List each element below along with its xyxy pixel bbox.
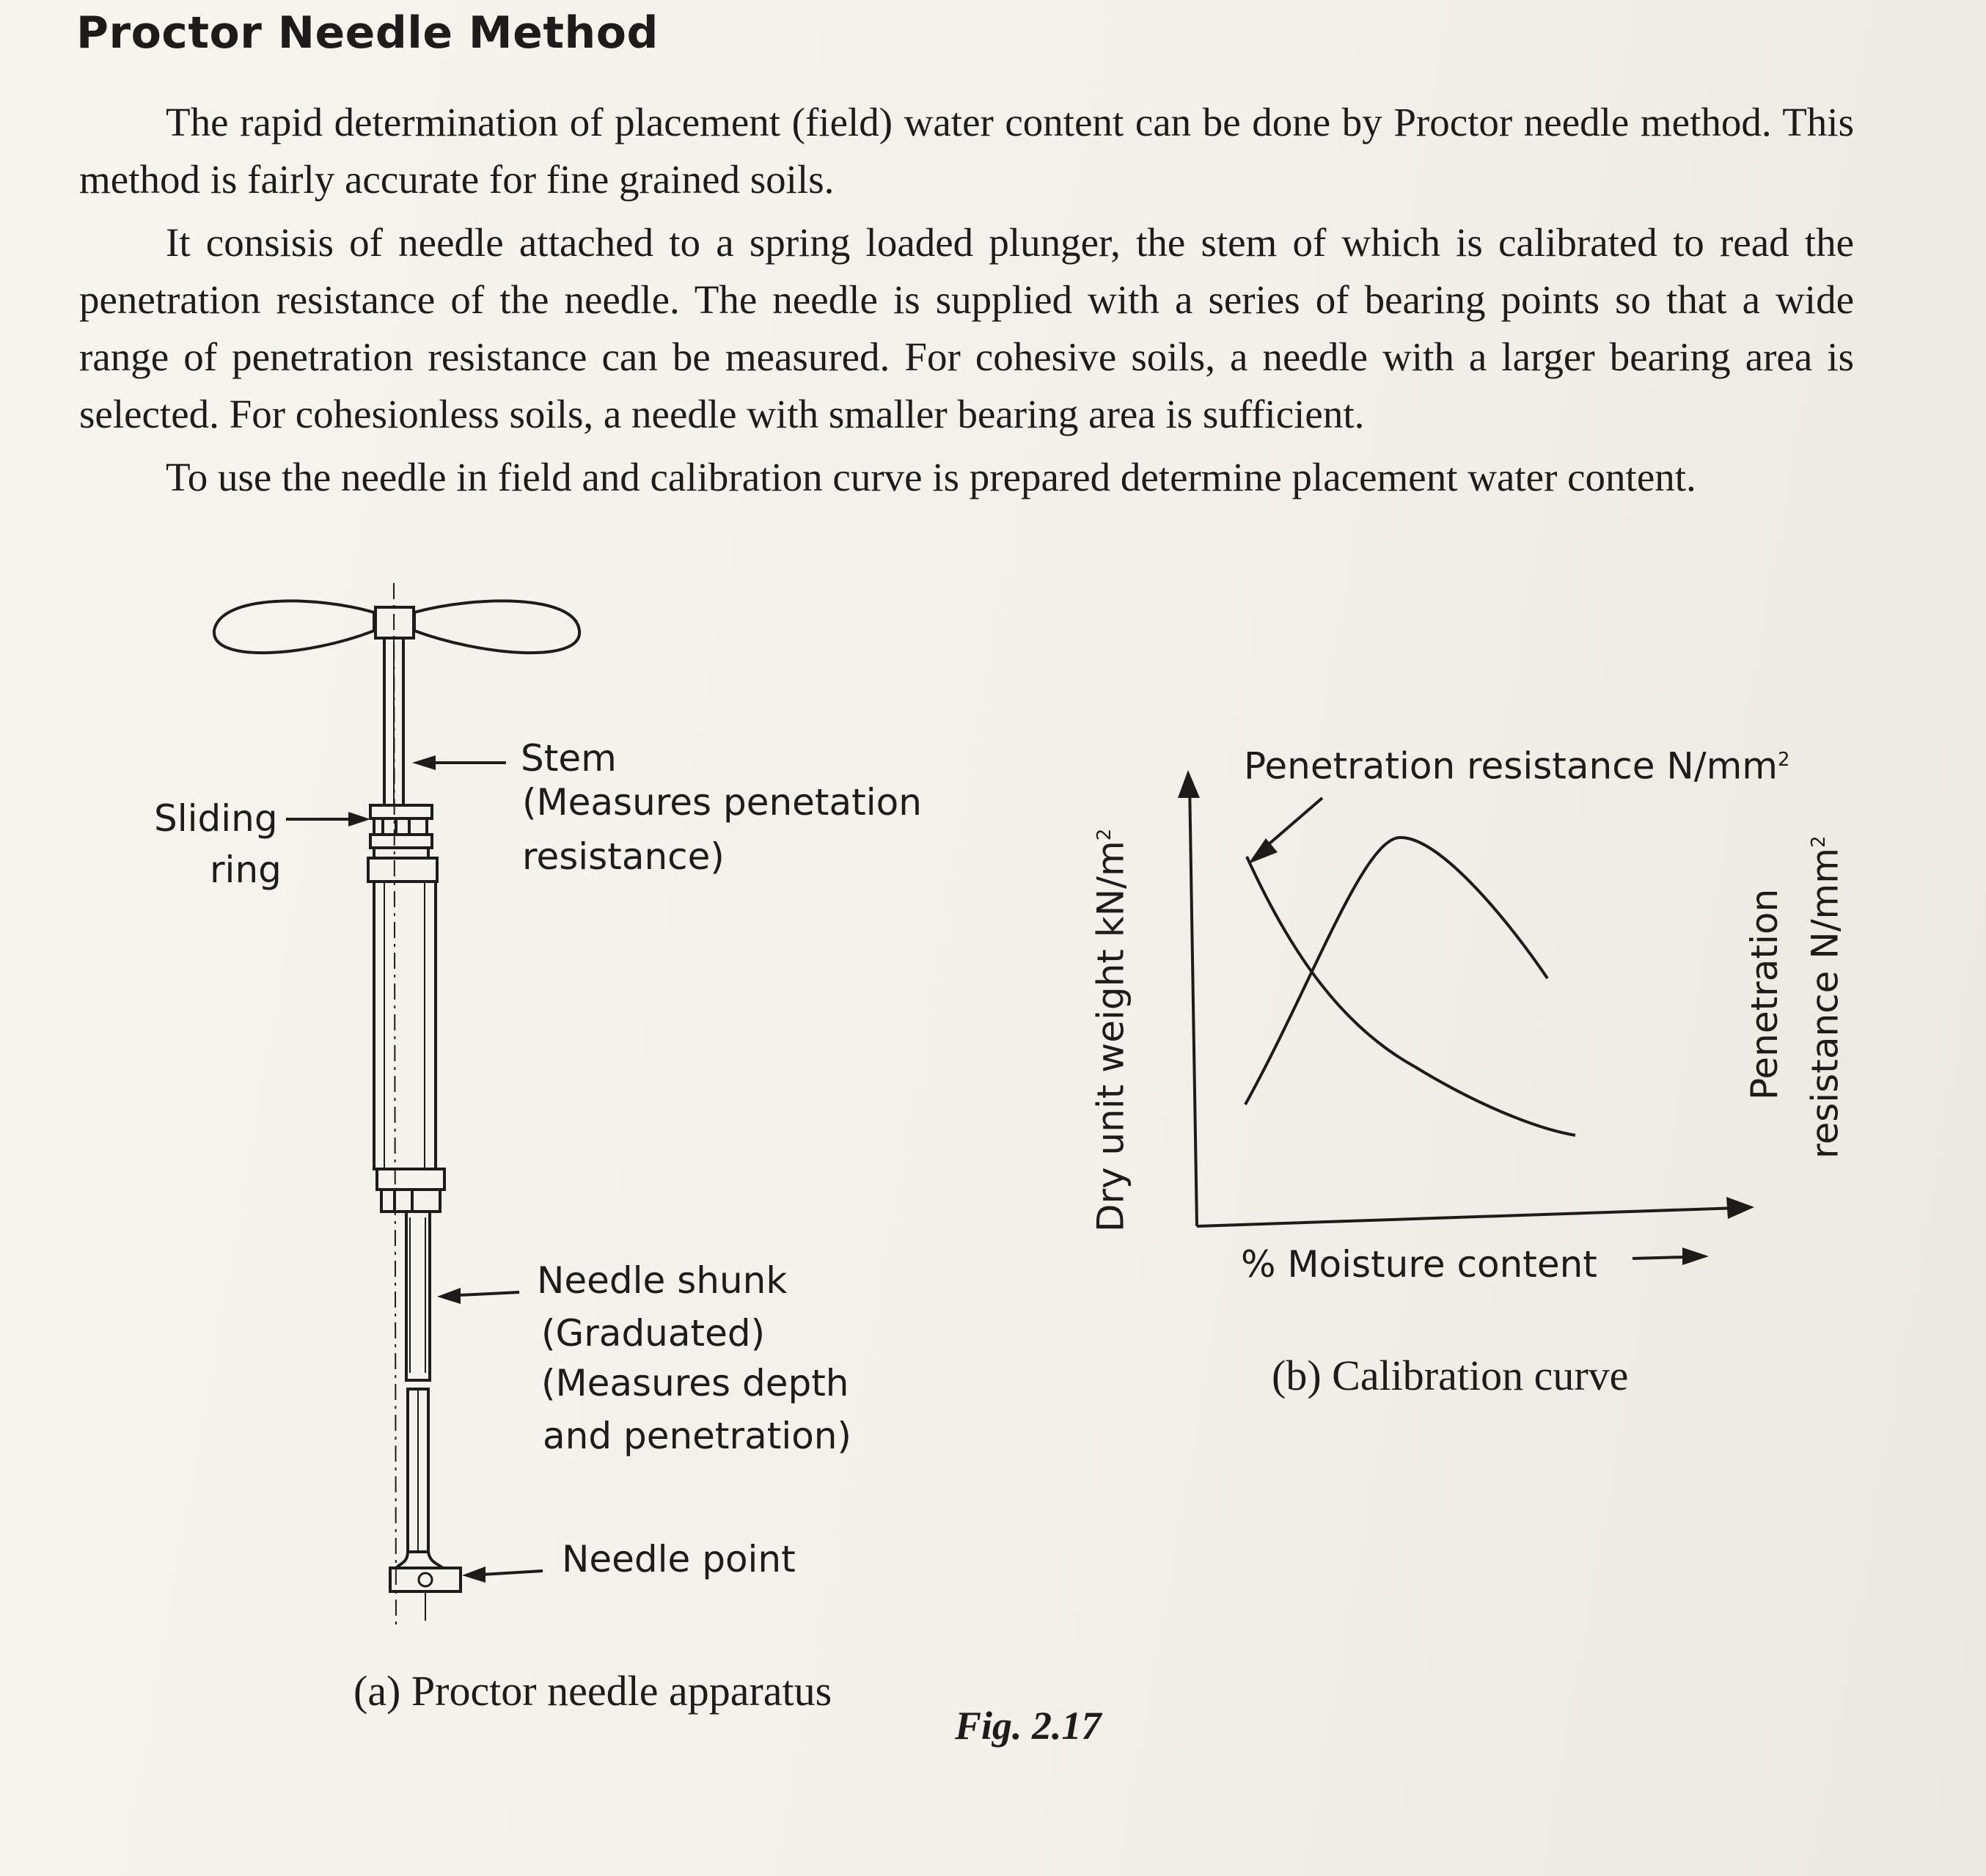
top-axis-label [1244,733,1790,793]
stem-note-2: resistance) [522,835,725,878]
dry-unit-weight-curve [1245,838,1547,1104]
shunk-note-3: and penetration) [543,1415,851,1457]
apparatus-caption: (a) Proctor needle apparatus [353,1667,832,1715]
y-axis-label [1078,821,1137,1232]
paragraph-2-text: It consisis of needle attached to a spring loaded plunger, the stem of which is calibrated to read the penetration resistance of the needle. The needle is supplied with a series of bearing points so that a wide range of penetration resistance can be measured. For cohesive soils, a needle with a larger bearing area is selected. For cohesionless soils, a needle with smaller bearing area is sufficient. [79,220,1854,436]
top-axis-label-text: Penetration resistance N/mm [1244,744,1778,788]
ring-label: ring [210,849,282,891]
shunk-label: Needle shunk [537,1259,788,1302]
y-axis-label-sup: 2 [1093,828,1115,841]
t-handle [214,601,374,653]
needle-point [396,1552,443,1568]
top-axis-label-sup: 2 [1778,749,1790,771]
right-axis-label-sup: 2 [1808,835,1830,849]
y-axis-label-text: Dry unit weight kN/m [1089,840,1132,1232]
stem-note-1: (Measures penetation [522,781,922,824]
paragraph-3-text: To use the needle in field and calibration curve is prepared determine placement water content. [166,455,1696,499]
stem-label: Stem [521,737,617,780]
needle-point-label: Needle point [562,1538,796,1580]
right-axis-label-2-text: resistance N/mm [1803,848,1847,1159]
right-axis-label-2 [1792,836,1852,1159]
right-axis-label-1: Penetration [1743,888,1786,1100]
barrel-cap [368,858,437,882]
sliding-label: Sliding [154,797,278,840]
lower-collar [377,1169,444,1190]
y-axis [1190,781,1197,1226]
figure-number: Fig. 2.17 [955,1704,1102,1748]
shunk-note-1: (Graduated) [541,1312,766,1355]
x-axis [1197,1208,1738,1226]
section-heading: Proctor Needle Method [76,7,659,59]
calibration-caption: (b) Calibration curve [1272,1352,1629,1399]
barrel [374,882,436,1169]
x-axis-label: % Moisture content [1241,1243,1597,1286]
paragraph-1-text: The rapid determination of placement (field) water content can be done by Proctor needle method. This method is fairly accurate for fine grained soils. [79,100,1854,202]
calibration-chart [1178,770,1754,1265]
shunk-note-2: (Measures depth [541,1362,849,1404]
sliding-ring [370,805,432,818]
penetration-resistance-curve [1247,857,1575,1135]
